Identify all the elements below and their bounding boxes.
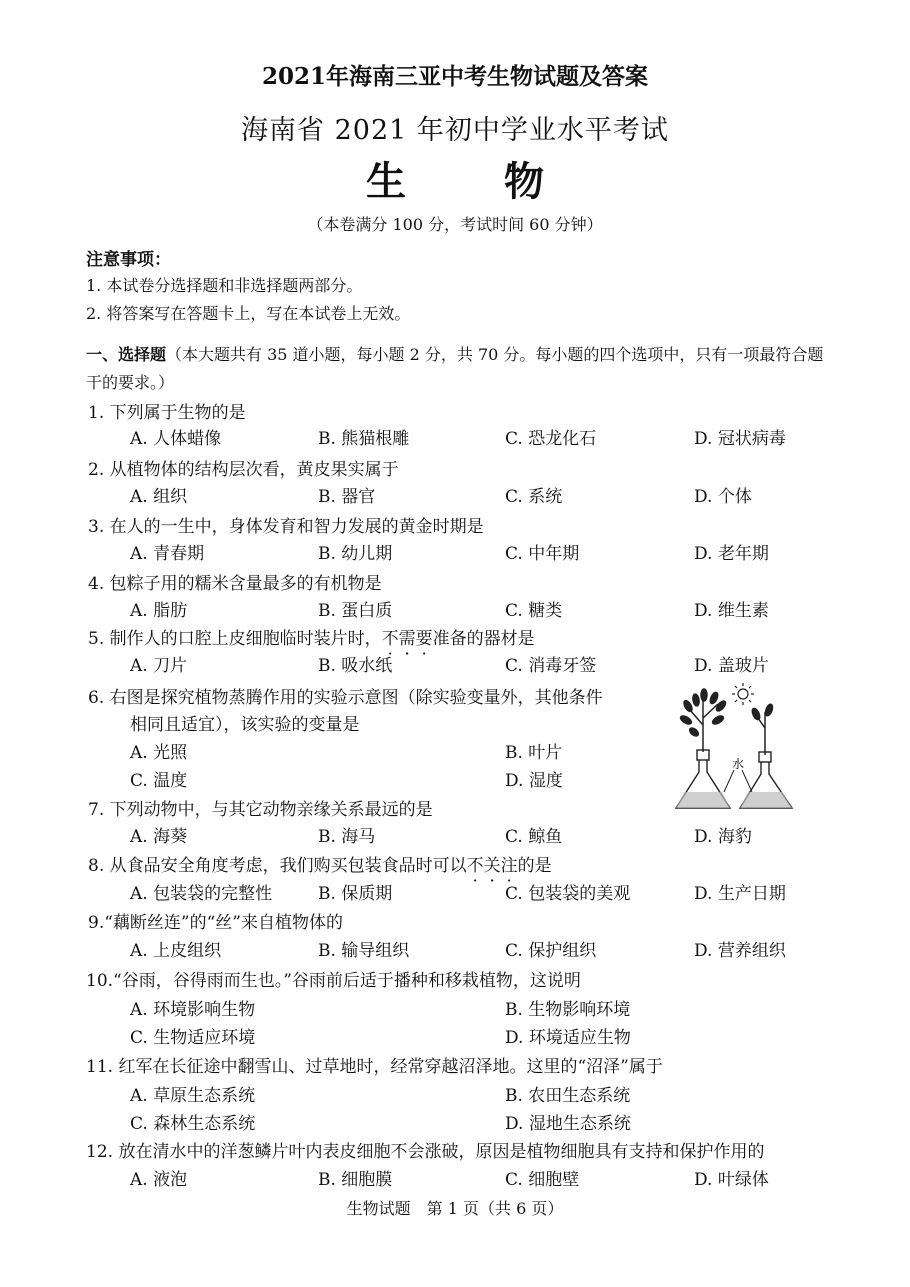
option: B. 海马 <box>318 827 376 847</box>
document-title: 2021年海南三亚中考生物试题及答案 <box>261 63 648 90</box>
option: A. 刀片 <box>130 656 188 676</box>
question-stem: 7. 下列动物中，与其它动物亲缘关系最远的是 <box>88 800 433 820</box>
plant-with-leaves <box>679 689 727 752</box>
notes-heading: 注意事项： <box>86 250 171 270</box>
option: B. 器官 <box>318 487 376 507</box>
option: C. 生物适应环境 <box>130 1028 256 1048</box>
question-stem: 8. 从食品安全角度考虑，我们购买包装食品时可以不关注的是 <box>88 856 552 876</box>
question-stem: 4. 包粽子用的糯米含量最多的有机物是 <box>88 574 382 594</box>
option: C. 细胞壁 <box>505 1170 580 1190</box>
option: C. 系统 <box>505 487 563 507</box>
section-header <box>86 341 826 397</box>
option: B. 叶片 <box>505 743 563 763</box>
note-item: 1. 本试卷分选择题和非选择题两部分。 <box>86 276 363 295</box>
option: D. 盖玻片 <box>694 656 769 676</box>
option: A. 液泡 <box>130 1170 188 1190</box>
question-stem: 2. 从植物体的结构层次看，黄皮果实属于 <box>88 460 399 480</box>
option: B. 细胞膜 <box>318 1170 393 1190</box>
flask-diagram <box>668 680 813 812</box>
option: B. 幼儿期 <box>318 544 393 564</box>
option: D. 环境适应生物 <box>505 1028 631 1048</box>
question-stem-continued: 相同且适宜），该实验的变量是 <box>130 715 360 735</box>
option: D. 冠状病毒 <box>694 429 786 449</box>
section-label: 一、选择题 <box>86 345 167 364</box>
emphasis-dots: 不需要 <box>381 629 433 649</box>
transpiration-experiment-figure <box>668 680 813 812</box>
option: A. 青春期 <box>130 544 205 564</box>
option: C. 鲸鱼 <box>505 827 563 847</box>
option: C. 森林生态系统 <box>130 1114 256 1134</box>
question-stem: 9.“藕断丝连”的“丝”来自植物体的 <box>88 913 343 933</box>
option: B. 输导组织 <box>318 941 410 961</box>
note-item: 2. 将答案写在答题卡上，写在本试卷上无效。 <box>86 304 411 323</box>
water-label: 水 <box>732 757 745 771</box>
option: B. 保质期 <box>318 884 393 904</box>
option: A. 草原生态系统 <box>130 1086 256 1106</box>
option: C. 恐龙化石 <box>505 429 597 449</box>
water-label-lines <box>724 770 752 792</box>
option: D. 湿地生态系统 <box>505 1114 631 1134</box>
subject-title: 生 物 <box>366 158 586 205</box>
option: D. 湿度 <box>505 771 563 791</box>
question-stem: 12. 放在清水中的洋葱鳞片叶内表皮细胞不会涨破，原因是植物细胞具有支持和保护作用的 <box>86 1142 765 1162</box>
option: C. 保护组织 <box>505 941 597 961</box>
page-footer: 生物试题 第 1 页（共 6 页） <box>346 1199 564 1218</box>
plant-without-leaves <box>751 703 774 755</box>
exam-info: （本卷满分 100 分，考试时间 60 分钟） <box>307 215 603 234</box>
option: A. 包装袋的完整性 <box>130 884 273 904</box>
question-stem: 6. 右图是探究植物蒸腾作用的实验示意图（除实验变量外，其他条件 <box>88 688 603 708</box>
right-flask <box>740 752 792 808</box>
option: D. 生产日期 <box>694 884 786 904</box>
question-stem: 5. 制作人的口腔上皮细胞临时装片时，不需要准备的器材是 <box>88 629 535 649</box>
question-stem: 3. 在人的一生中，身体发育和智力发展的黄金时期是 <box>88 517 484 537</box>
option: A. 环境影响生物 <box>130 1000 256 1020</box>
option: A. 组织 <box>130 487 188 507</box>
option: A. 海葵 <box>130 827 188 847</box>
option: D. 营养组织 <box>694 941 786 961</box>
option: D. 海豹 <box>694 827 752 847</box>
emphasis-dots: 不关注 <box>466 856 518 876</box>
exam-title: 海南省 2021 年初中学业水平考试 <box>241 115 669 146</box>
section-text: （本大题共有 35 道小题，每小题 2 分，共 70 分。每小题的四个选项中，只有一项最符合题干的要求。） <box>86 345 824 392</box>
option: A. 人体蜡像 <box>130 429 222 449</box>
option: C. 中年期 <box>505 544 580 564</box>
left-flask <box>676 750 730 808</box>
option: C. 温度 <box>130 771 188 791</box>
option: B. 吸水纸 <box>318 656 393 676</box>
option: C. 糖类 <box>505 601 563 621</box>
option: B. 生物影响环境 <box>505 1000 631 1020</box>
option: A. 上皮组织 <box>130 941 222 961</box>
option: B. 熊猫根雕 <box>318 429 410 449</box>
option: D. 个体 <box>694 487 752 507</box>
option: B. 蛋白质 <box>318 601 393 621</box>
option: D. 维生素 <box>694 601 769 621</box>
question-stem: 11. 红军在长征途中翻雪山、过草地时，经常穿越沼泽地。这里的“沼泽”属于 <box>86 1057 663 1077</box>
option: A. 脂肪 <box>130 601 188 621</box>
sun-icon <box>732 683 754 705</box>
question-stem: 1. 下列属于生物的是 <box>88 403 246 423</box>
question-stem: 10.“谷雨，谷得雨而生也。”谷雨前后适于播种和移栽植物，这说明 <box>86 971 581 991</box>
option: C. 包装袋的美观 <box>505 884 631 904</box>
option: D. 老年期 <box>694 544 769 564</box>
option: D. 叶绿体 <box>694 1170 769 1190</box>
option: C. 消毒牙签 <box>505 656 597 676</box>
option: A. 光照 <box>130 743 188 763</box>
option: B. 农田生态系统 <box>505 1086 631 1106</box>
